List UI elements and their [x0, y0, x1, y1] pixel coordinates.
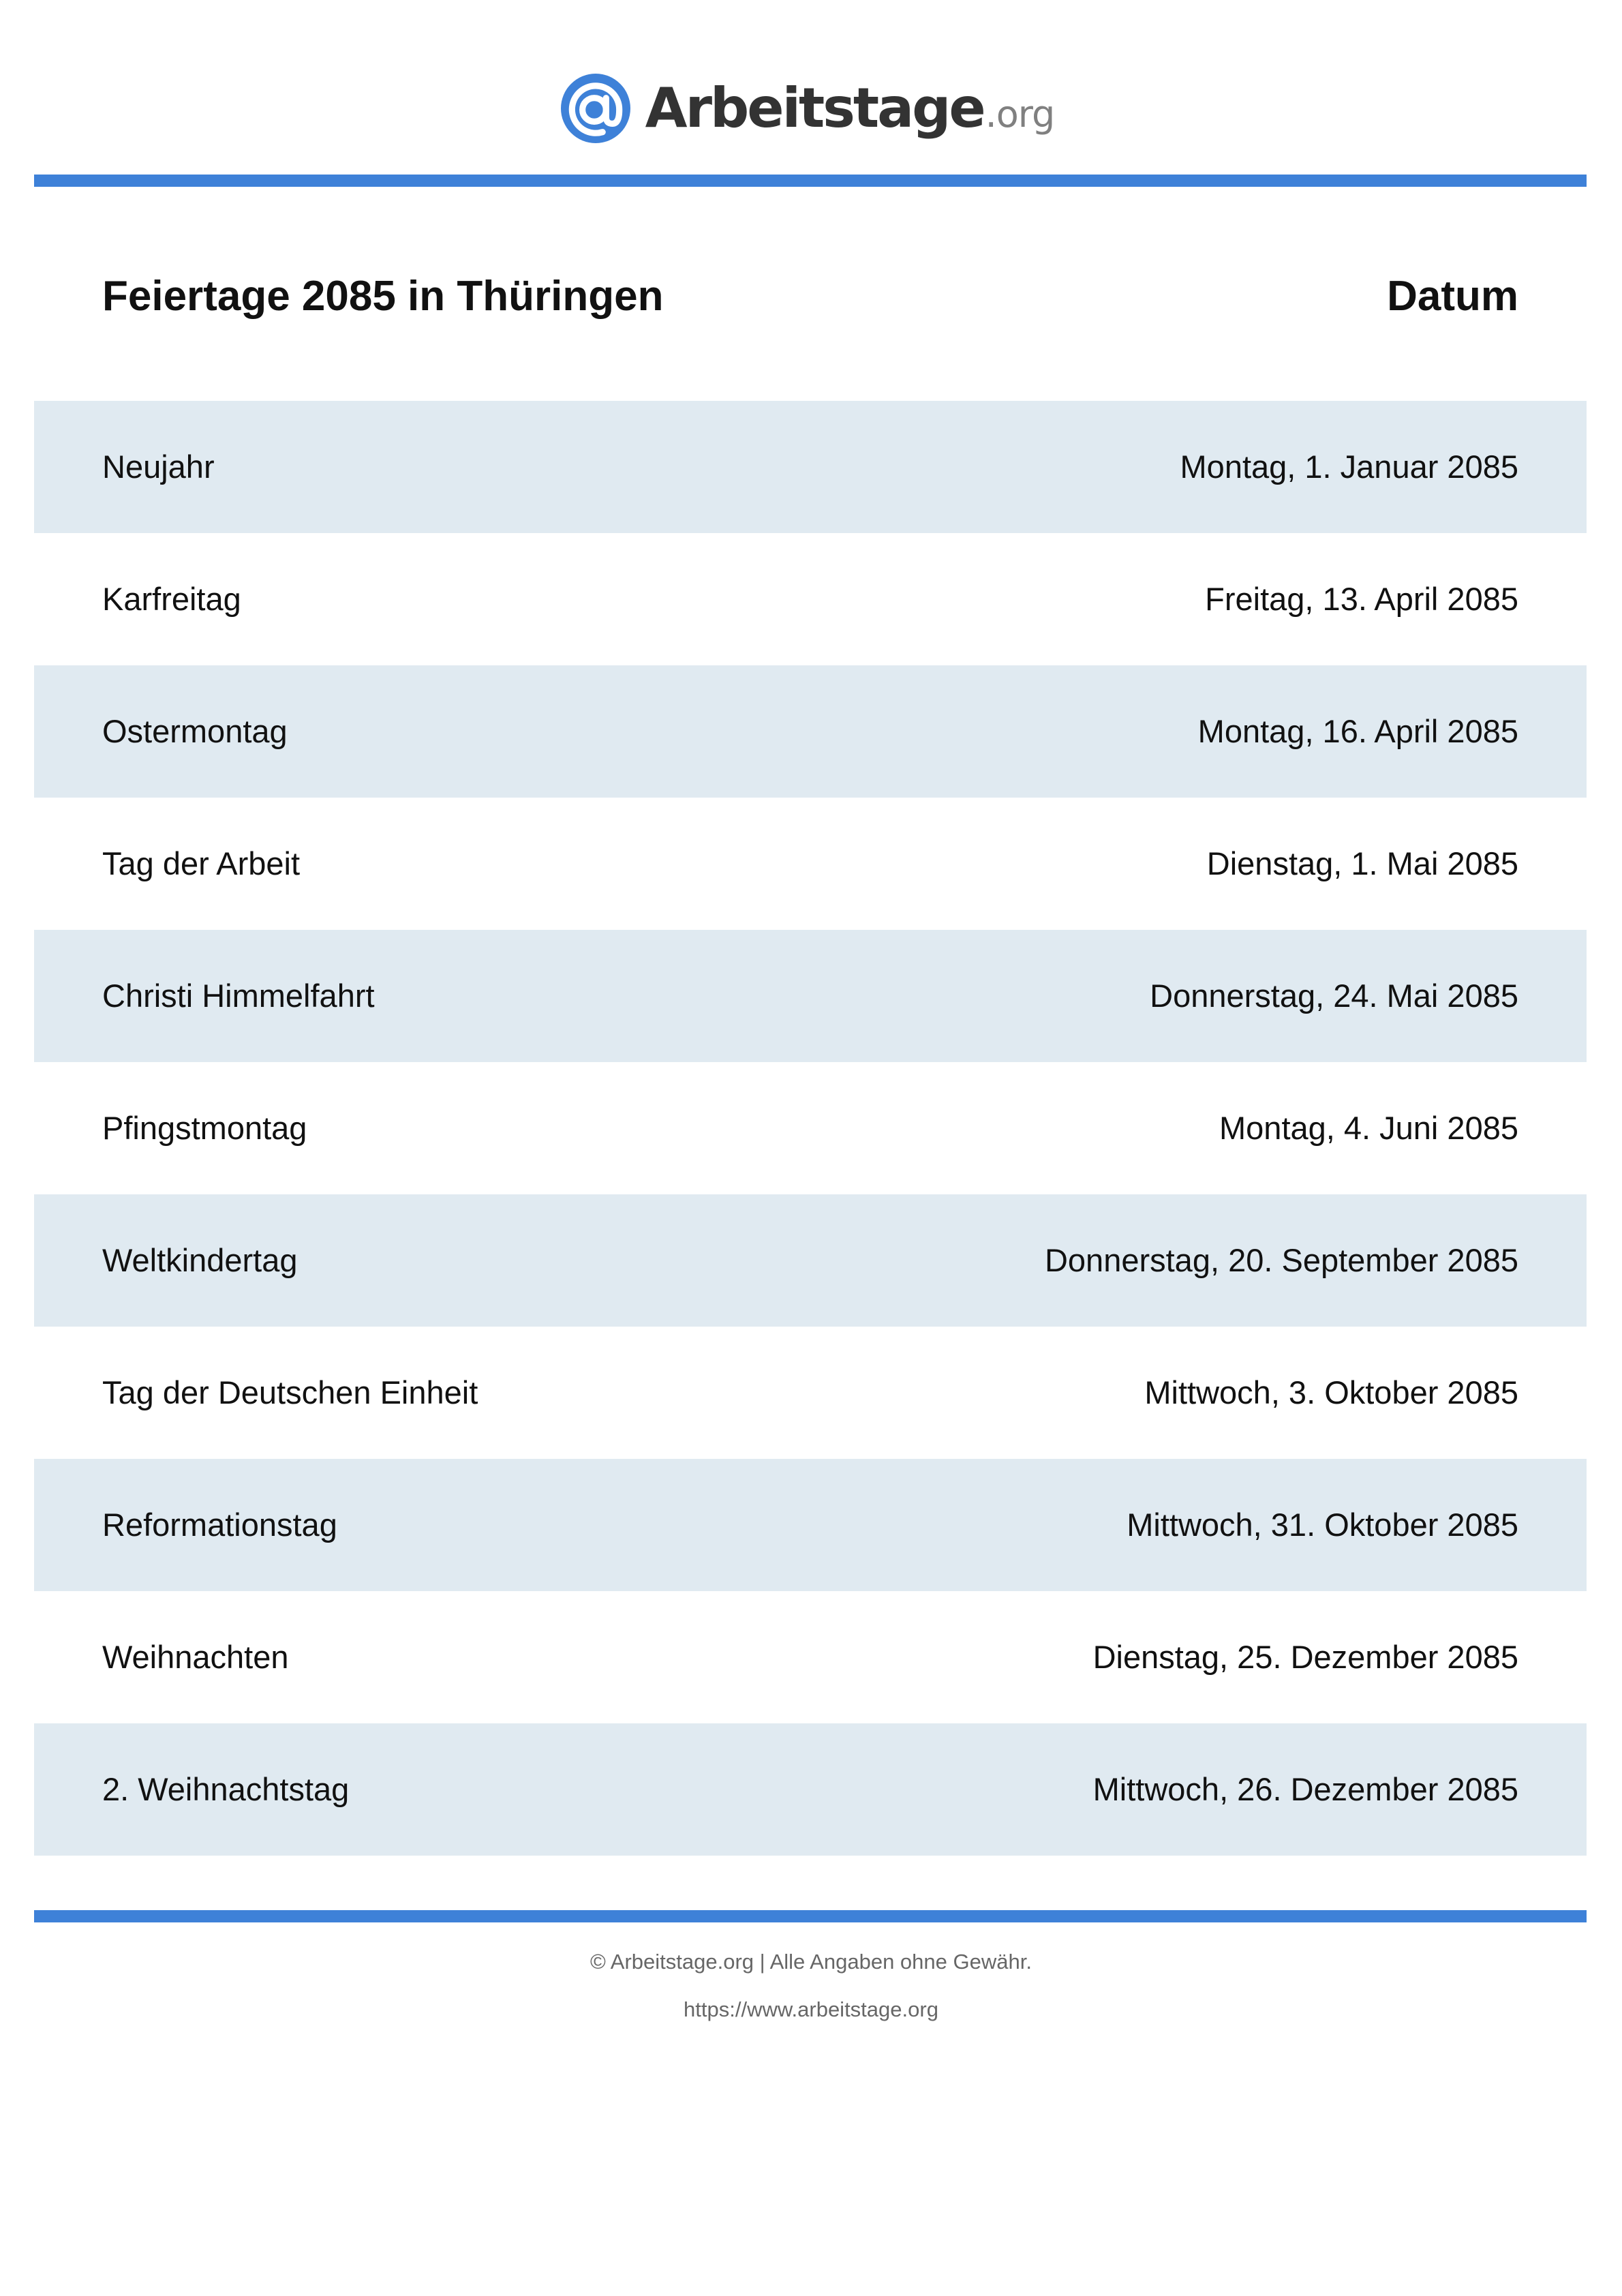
table-header	[34, 259, 1587, 334]
holiday-name: Tag der Arbeit	[102, 845, 301, 881]
holiday-date: Freitag, 13. April 2085	[1205, 581, 1518, 617]
holiday-name: 2. Weihnachtstag	[102, 1771, 350, 1807]
table-title: Feiertage 2085 in Thüringen	[102, 273, 664, 320]
holiday-name: Christi Himmelfahrt	[102, 978, 375, 1014]
holiday-date: Donnerstag, 20. September 2085	[1044, 1242, 1518, 1278]
holiday-table	[34, 401, 1587, 1856]
holiday-date: Mittwoch, 31. Oktober 2085	[1127, 1507, 1518, 1543]
at-sign-icon	[561, 74, 630, 143]
table-row	[34, 401, 1587, 533]
holiday-name: Reformationstag	[102, 1507, 337, 1543]
holiday-date: Donnerstag, 24. Mai 2085	[1150, 978, 1518, 1014]
table-row	[34, 798, 1587, 930]
holiday-name: Karfreitag	[102, 581, 241, 617]
table-row	[34, 930, 1587, 1062]
holiday-name: Neujahr	[102, 449, 215, 485]
holiday-name: Ostermontag	[102, 713, 288, 749]
footer-divider	[34, 1910, 1587, 1922]
holiday-name: Weihnachten	[102, 1639, 289, 1675]
site-logo	[0, 71, 1622, 146]
logo-tld-text: .org	[985, 92, 1055, 136]
holiday-date: Montag, 1. Januar 2085	[1180, 449, 1518, 485]
holiday-name: Weltkindertag	[102, 1242, 298, 1278]
table-row	[34, 1194, 1587, 1327]
table-row	[34, 533, 1587, 665]
date-column-header: Datum	[1387, 273, 1518, 320]
holiday-date: Mittwoch, 3. Oktober 2085	[1144, 1374, 1518, 1410]
logo-brand-text: Arbeitstage	[645, 76, 984, 140]
footer-copyright: © Arbeitstage.org | Alle Angaben ohne Gewähr.	[590, 1950, 1032, 1974]
holiday-name: Pfingstmontag	[102, 1110, 307, 1146]
logo-group	[561, 74, 1055, 143]
table-row	[34, 1327, 1587, 1459]
footer-url-link[interactable]: https://www.arbeitstage.org	[684, 1997, 938, 2021]
table-row	[34, 1459, 1587, 1591]
holiday-date: Dienstag, 1. Mai 2085	[1206, 845, 1518, 881]
table-row	[34, 1591, 1587, 1723]
holiday-name: Tag der Deutschen Einheit	[102, 1374, 478, 1410]
holiday-date: Mittwoch, 26. Dezember 2085	[1092, 1771, 1518, 1807]
header-divider	[34, 175, 1587, 187]
holiday-date: Montag, 16. April 2085	[1197, 713, 1518, 749]
table-row	[34, 665, 1587, 798]
table-row	[34, 1723, 1587, 1856]
holiday-date: Montag, 4. Juni 2085	[1219, 1110, 1518, 1146]
holiday-date: Dienstag, 25. Dezember 2085	[1092, 1639, 1518, 1675]
table-row	[34, 1062, 1587, 1194]
